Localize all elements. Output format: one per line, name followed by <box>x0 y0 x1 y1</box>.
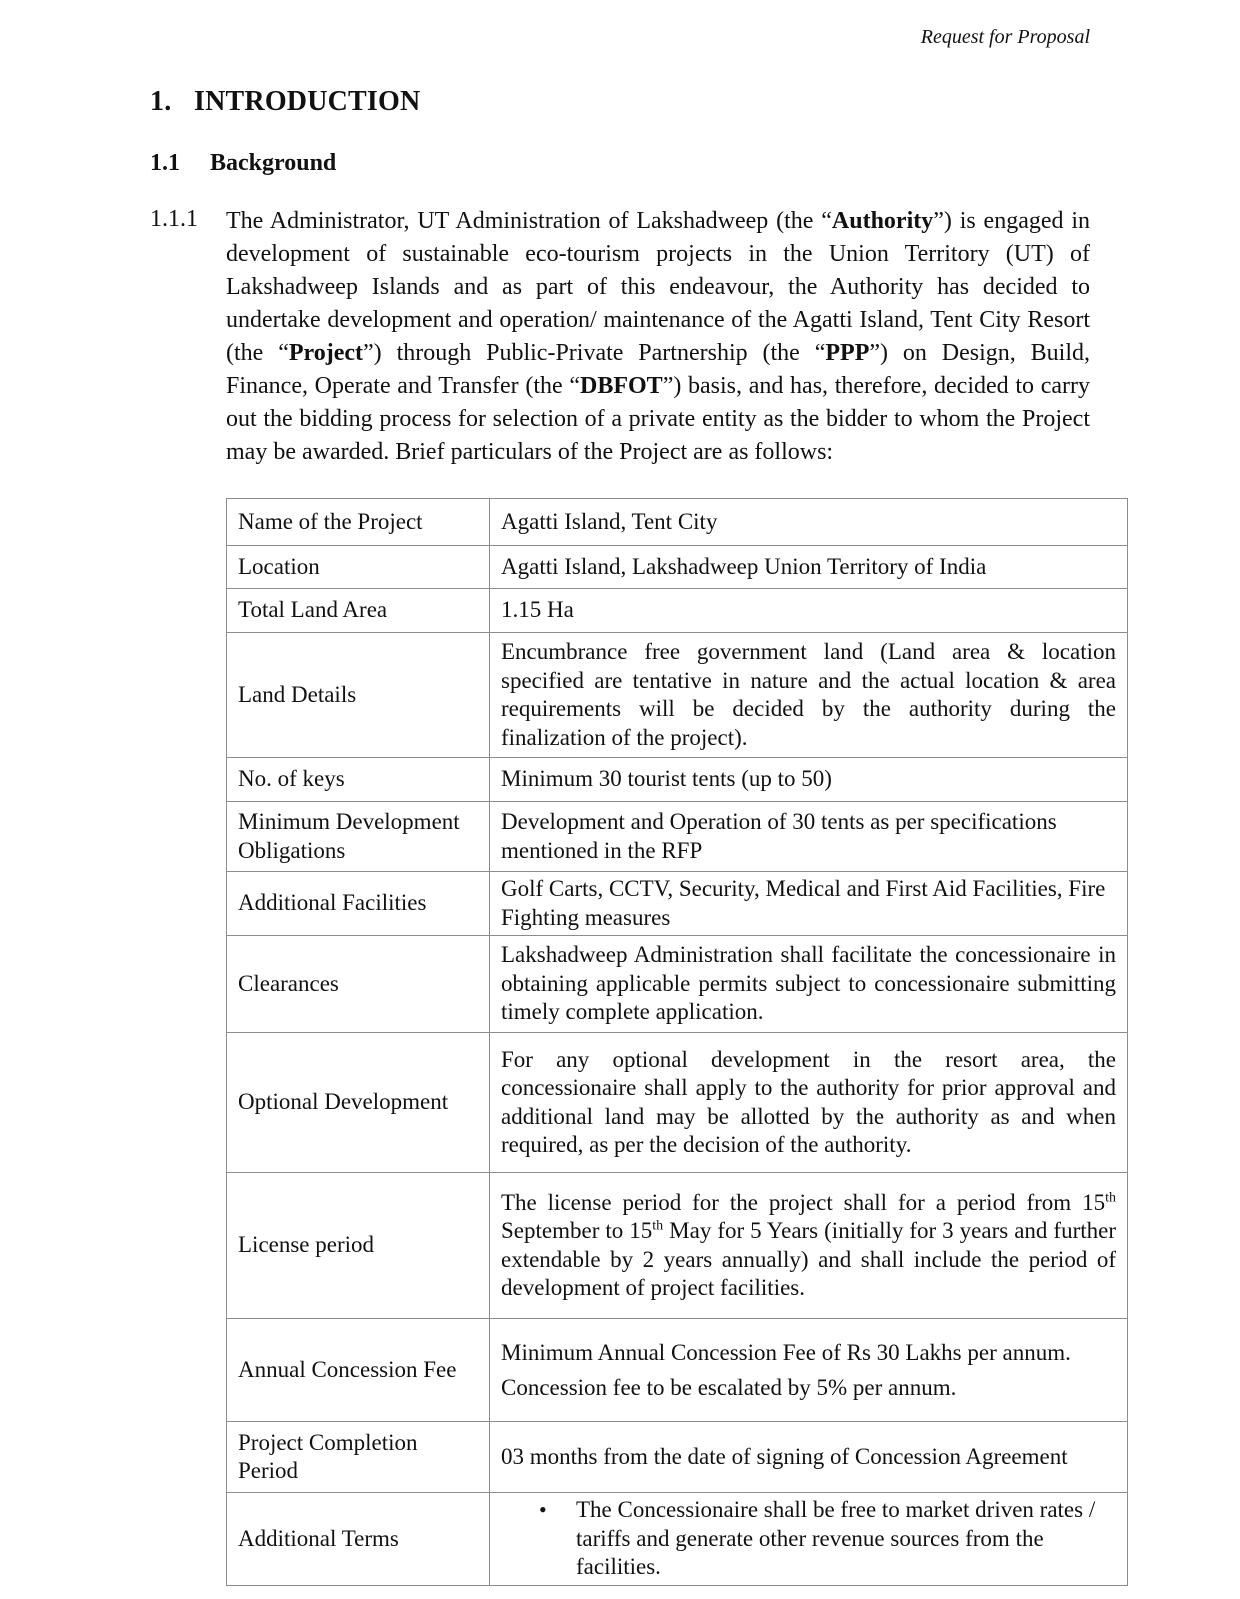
table-row <box>227 499 1128 546</box>
row-value: Golf Carts, CCTV, Security, Medical and First Aid Facilities, Fire Fighting measures <box>490 872 1128 936</box>
row-value <box>490 1493 1128 1586</box>
row-value: Agatti Island, Lakshadweep Union Territory of India <box>490 546 1128 589</box>
bullet-list <box>501 1496 1116 1582</box>
running-header: Request for Proposal <box>920 26 1090 48</box>
row-value: Minimum 30 tourist tents (up to 50) <box>490 758 1128 802</box>
table-row <box>227 936 1128 1033</box>
row-label: Name of the Project <box>227 499 490 546</box>
row-value: 1.15 Ha <box>490 589 1128 633</box>
value-text: September to 15 <box>501 1218 653 1243</box>
term-dbfot: DBFOT <box>580 373 663 399</box>
row-value <box>490 1319 1128 1422</box>
table-row <box>227 589 1128 633</box>
table-row <box>227 1493 1128 1586</box>
subsection-number: 1.1 <box>150 150 180 176</box>
value-text: The license period for the project shall for a period from 15 <box>501 1189 1106 1215</box>
row-value: Lakshadweep Administration shall facilitate the concessionaire in obtaining applicable permits subject to concessionaire submitting timely complete application. <box>490 936 1128 1033</box>
section-number: 1. <box>150 86 172 117</box>
list-item: • The Concessionaire shall be free to market driven rates / tariffs and generate other revenue sources from the facilities. <box>576 1496 1116 1582</box>
row-value: 03 months from the date of signing of Concession Agreement <box>490 1422 1128 1493</box>
row-label: Minimum Development Obligations <box>227 802 490 872</box>
row-label: No. of keys <box>227 758 490 802</box>
term-authority: Authority <box>831 208 934 234</box>
paragraph-text: ”) is engaged in development of sustainable eco-tourism projects in the Union Territory (UT) of Lakshadweep Islands and as part of this endeavour, the Authority has decided to undertake development and operation/ maintenance of the Agatti Island, Tent City Resort (the “ <box>226 208 1090 366</box>
superscript: th <box>1105 1189 1116 1205</box>
row-label: Location <box>227 546 490 589</box>
project-particulars-table <box>226 498 1128 1586</box>
paragraph-text: ”) through Public-Private Partnership (the “ <box>363 340 826 366</box>
table-row <box>227 1173 1128 1319</box>
term-ppp: PPP <box>825 340 870 366</box>
table-row <box>227 758 1128 802</box>
table-row <box>227 802 1128 872</box>
table-row <box>227 633 1128 758</box>
row-value: Agatti Island, Tent City <box>490 499 1128 546</box>
value-line: Concession fee to be escalated by 5% per annum. <box>501 1375 957 1400</box>
row-label: License period <box>227 1173 490 1319</box>
table-row <box>227 1033 1128 1173</box>
table-row <box>227 1422 1128 1493</box>
table-row <box>227 1319 1128 1422</box>
row-label: Clearances <box>227 936 490 1033</box>
subsection-heading <box>150 150 336 177</box>
row-label: Additional Facilities <box>227 872 490 936</box>
row-label: Annual Concession Fee <box>227 1319 490 1422</box>
row-label: Optional Development <box>227 1033 490 1173</box>
row-label: Additional Terms <box>227 1493 490 1586</box>
value-text: May for 5 Years (initially for 3 years and further extendable by 2 years annually) and shall include the period of development of project facilities. <box>501 1218 1117 1300</box>
value-line: Minimum Annual Concession Fee of Rs 30 Lakhs per annum. <box>501 1340 1071 1365</box>
term-project: Project <box>288 340 364 366</box>
row-label: Project Completion Period <box>227 1422 490 1493</box>
table-row <box>227 546 1128 589</box>
row-value: For any optional development in the resort area, the concessionaire shall apply to the authority for prior approval and additional land may be allotted by the authority as and when required, as per the decision of the authority. <box>490 1033 1128 1173</box>
row-label: Total Land Area <box>227 589 490 633</box>
row-value <box>490 1173 1128 1319</box>
background-paragraph <box>226 205 1090 469</box>
superscript: th <box>652 1218 664 1234</box>
paragraph-text: ”) basis, and has, therefore, decided to carry out the bidding process for selection of a private entity as the bidder to whom the Project may be awarded. Brief particulars of the Project are as follows: <box>226 373 1090 465</box>
subsection-title: Background <box>210 150 337 176</box>
paragraph-text: ”) on Design, Build, Finance, Operate and Transfer (the “ <box>226 340 1091 399</box>
table-row <box>227 872 1128 936</box>
row-label: Land Details <box>227 633 490 758</box>
section-heading <box>150 86 420 118</box>
section-title: INTRODUCTION <box>194 86 421 117</box>
row-value: Development and Operation of 30 tents as per specifications mentioned in the RFP <box>490 802 1128 872</box>
paragraph-number: 1.1.1 <box>150 206 198 232</box>
row-value: Encumbrance free government land (Land area & location specified are tentative in nature and the actual location & area requirements will be decided by the authority during the finalization of the project). <box>490 633 1128 758</box>
paragraph-text: The Administrator, UT Administration of Lakshadweep (the “ <box>226 208 832 234</box>
